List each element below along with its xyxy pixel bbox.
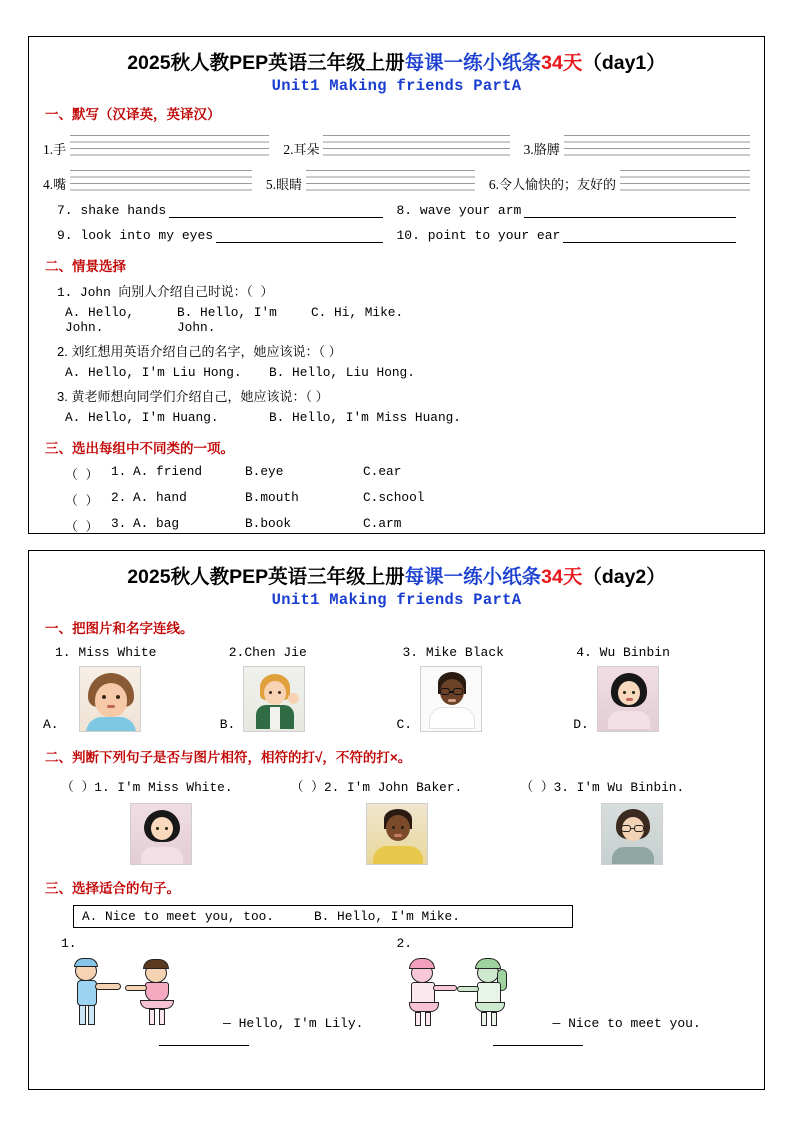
d2-pic-letter-d: D. <box>573 717 589 732</box>
answer-blank[interactable] <box>493 1033 583 1046</box>
d1-q3-optA[interactable]: A. Hello, I'm Huang. <box>65 410 219 425</box>
d1-q3-options <box>65 410 750 425</box>
day2-title-part1: 2025秋人教PEP英语三年级上册 <box>127 566 405 588</box>
portrait-photo-woman-glasses[interactable] <box>601 803 663 865</box>
d2-dialogue-2-text: Nice to meet you. <box>568 1016 701 1031</box>
day1-dictation-row-2 <box>43 167 750 193</box>
d1-s3-row-3 <box>65 516 750 535</box>
d1-s3-r1-c[interactable]: C.ear <box>363 464 402 479</box>
day2-title-part2: 每课一练小纸条 <box>404 566 542 588</box>
d2-dialogue-2-no: 2. <box>396 936 413 951</box>
d2-pic-letter-c: C. <box>396 717 413 732</box>
day2-section3-heading: 三、选择适合的句子。 <box>45 881 180 896</box>
d1-s1-i5-no: 6. <box>488 177 499 192</box>
d1-s1-i0-no: 1. <box>43 142 54 157</box>
day1-title-part1: 2025秋人教PEP英语三年级上册 <box>127 52 405 74</box>
day2-pictures-row <box>43 666 750 732</box>
d1-q1-options <box>65 305 750 335</box>
day2-subtitle: Unit1 Making friends PartA <box>271 591 522 609</box>
d1-s1-i2-no: 3. <box>523 142 534 157</box>
d2-dialogue-1-text: Hello, I'm Lily. <box>238 1016 364 1031</box>
answer-rules[interactable] <box>70 167 252 193</box>
day1-title-part4: （day1） <box>582 52 666 74</box>
d2-pic-letter-a: A. <box>43 717 59 732</box>
d1-s3-r1-b[interactable]: B.eye <box>245 464 284 479</box>
d2-pic-letter-b: B. <box>219 717 236 732</box>
d1-s1-i9-no: 10. <box>396 228 420 243</box>
d1-s3-r3-a[interactable]: A. bag <box>133 516 180 531</box>
d1-s3-r2-paren[interactable]: （ ） <box>65 494 99 509</box>
d1-s1-i8-text: look into my eyes <box>80 228 214 243</box>
portrait-photo-b[interactable] <box>243 666 305 732</box>
d1-s3-r1-a[interactable]: A. friend <box>133 464 203 479</box>
d1-q1-optA[interactable]: A. Hello, John. <box>65 305 135 335</box>
answer-blank[interactable] <box>159 1033 249 1046</box>
day2-sentence-box <box>73 905 573 928</box>
d1-s1-i0-text: 手 <box>53 142 67 157</box>
portrait-photo-d[interactable] <box>597 666 659 732</box>
d2-name-1: 1. Miss White <box>55 645 157 660</box>
d1-q3-optB[interactable]: B. Hello, I'm Miss Huang. <box>269 410 461 425</box>
d2-box-option-b[interactable]: B. Hello, I'm Mike. <box>314 909 460 924</box>
d1-q1-optC[interactable]: C. Hi, Mike. <box>311 305 404 320</box>
d1-s1-i4-text: 眼睛 <box>276 177 303 192</box>
day2-title-part4: （day2） <box>582 566 666 588</box>
day2-truefalse-row <box>43 776 750 795</box>
d1-s1-i5-text: 令人愉快的；友好的 <box>498 177 616 192</box>
d1-s3-r3-no: 3. <box>111 516 127 531</box>
d1-s3-r2-b[interactable]: B.mouth <box>245 490 299 505</box>
d2-dialogue-1-dash: — <box>223 1016 231 1031</box>
day1-dictation-row-4 <box>43 228 750 243</box>
day1-section3-heading: 三、选出每组中不同类的一项。 <box>45 441 234 456</box>
answer-blank[interactable] <box>524 204 736 218</box>
illustration-two-kids-greeting <box>67 953 217 1031</box>
d1-s1-i3-text: 嘴 <box>53 177 67 192</box>
day2-dialogue-row <box>43 936 750 1051</box>
answer-rules[interactable] <box>306 167 475 193</box>
d1-s1-i9-text: point to your ear <box>427 228 561 243</box>
d1-s1-i7-text: wave your arm <box>419 203 522 218</box>
d1-q2-optB[interactable]: B. Hello, Liu Hong. <box>269 365 415 380</box>
day2-names-row <box>43 645 750 660</box>
answer-blank[interactable] <box>563 229 736 243</box>
d1-s3-r3-b[interactable]: B.book <box>245 516 292 531</box>
d1-s1-i2-text: 胳膊 <box>533 142 560 157</box>
day1-title <box>43 47 750 75</box>
worksheet-card-day2 <box>28 550 765 1090</box>
d1-s1-i3-no: 4. <box>43 177 54 192</box>
answer-rules[interactable] <box>323 132 509 158</box>
answer-rules[interactable] <box>620 167 750 193</box>
worksheet-card-day1 <box>28 36 765 534</box>
answer-blank[interactable] <box>169 204 382 218</box>
d2-tf-item-3[interactable]: （ ）3. I'm Wu Binbin. <box>520 780 685 795</box>
day2-title <box>43 561 750 589</box>
d1-q2-options <box>65 365 750 380</box>
d1-s1-i7-no: 8. <box>396 203 413 218</box>
d1-s3-r1-no: 1. <box>111 464 127 479</box>
answer-rules[interactable] <box>70 132 269 158</box>
d1-s3-r3-paren[interactable]: （ ） <box>65 520 99 535</box>
d1-s3-row-2 <box>65 490 750 509</box>
portrait-photo-girl-black-bob[interactable] <box>130 803 192 865</box>
day1-title-part3: 34天 <box>541 52 583 74</box>
d1-s3-r2-a[interactable]: A. hand <box>133 490 187 505</box>
d1-s3-r3-c[interactable]: C.arm <box>363 516 402 531</box>
d1-q2-stem: 2. 刘红想用英语介绍自己的名字，她应该说：（ ） <box>57 344 342 359</box>
d1-s3-r1-paren[interactable]: （ ） <box>65 468 99 483</box>
d2-name-2: 2.Chen Jie <box>228 645 307 660</box>
d2-dialogue-1-no: 1. <box>61 936 77 951</box>
d1-s1-i8-no: 9. <box>57 228 73 243</box>
d1-s1-i6-no: 7. <box>57 203 73 218</box>
d1-q1-stem: 1. John 向别人介绍自己时说：（ ） <box>57 285 274 300</box>
d2-tf-item-2[interactable]: （ ）2. I'm John Baker. <box>290 780 463 795</box>
d2-dialogue-2-dash: — <box>552 1016 561 1031</box>
d2-name-4: 4. Wu Binbin <box>576 645 670 660</box>
day1-section1-heading: 一、默写（汉译英，英译汉） <box>45 107 221 122</box>
portrait-photo-boy-yellow-shirt[interactable] <box>366 803 428 865</box>
d1-s1-i4-no: 5. <box>265 177 277 192</box>
d1-q1-optB[interactable]: B. Hello, I'm John. <box>177 305 277 335</box>
day1-dictation-row-3 <box>43 203 750 218</box>
d1-s3-r2-c[interactable]: C.school <box>363 490 425 505</box>
d1-s3-row-1 <box>65 464 750 483</box>
day1-dictation-row-1 <box>43 132 750 158</box>
day2-title-part3: 34天 <box>541 566 583 588</box>
d2-box-option-a[interactable]: A. Nice to meet you, too. <box>82 909 274 924</box>
d1-s3-r2-no: 2. <box>111 490 127 505</box>
day1-subtitle: Unit1 Making friends PartA <box>271 77 522 95</box>
d1-s1-i6-text: shake hands <box>80 203 167 218</box>
day1-section2-heading: 二、情景选择 <box>45 259 126 274</box>
portrait-photo-c[interactable] <box>420 666 482 732</box>
d1-q3-stem: 3. 黄老师想向同学们介绍自己，她应该说：（ ） <box>57 389 329 404</box>
d2-tf-item-1[interactable]: （ ）1. I'm Miss White. <box>61 780 233 795</box>
answer-blank[interactable] <box>216 229 382 243</box>
answer-rules[interactable] <box>564 132 750 158</box>
d1-s1-i1-text: 耳朵 <box>293 142 320 157</box>
d1-q2-optA[interactable]: A. Hello, I'm Liu Hong. <box>65 365 242 380</box>
d2-name-3: 3. Mike Black <box>402 645 504 660</box>
portrait-photo-a[interactable] <box>79 666 141 732</box>
day1-title-part2: 每课一练小纸条 <box>404 52 542 74</box>
d1-s1-i1-no: 2. <box>283 142 294 157</box>
day2-truefalse-pictures <box>43 803 750 865</box>
day2-section2-heading: 二、判断下列句子是否与图片相符，相符的打√，不符的打×。 <box>45 750 412 765</box>
illustration-two-girls-greeting <box>397 953 547 1031</box>
day2-section1-heading: 一、把图片和名字连线。 <box>45 621 194 636</box>
